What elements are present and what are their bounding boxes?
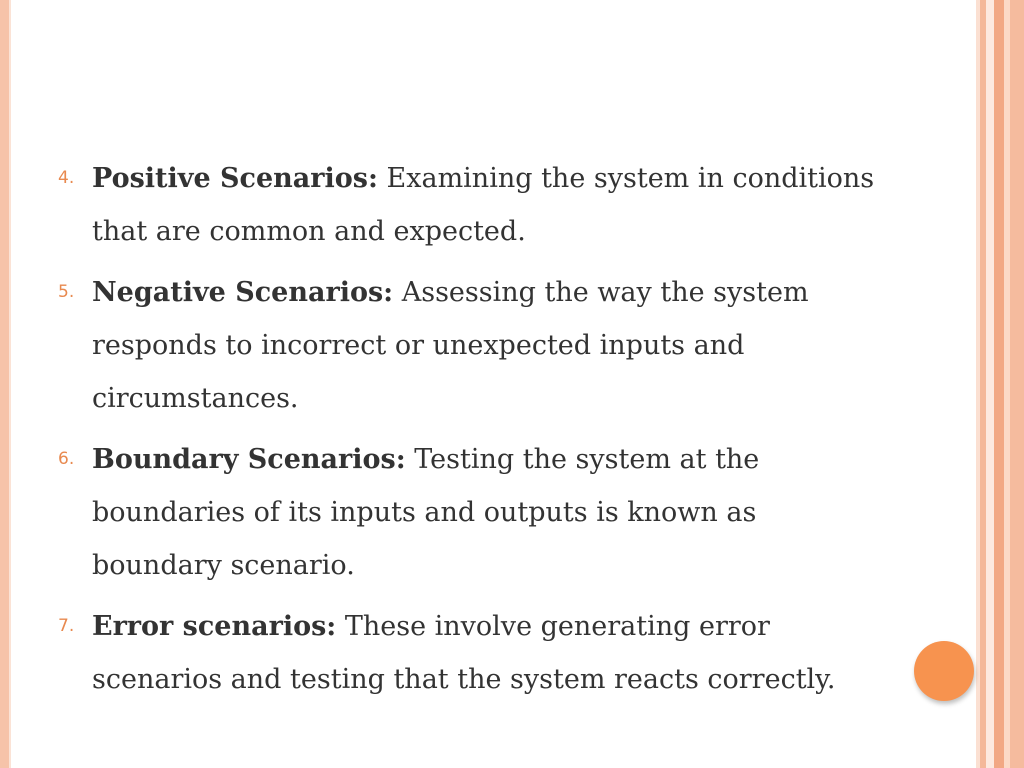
- left-decorative-stripe: [0, 0, 9, 768]
- list-item-negative: [58, 266, 888, 425]
- list-number: 5.: [58, 282, 75, 302]
- list-item-text: [92, 266, 888, 425]
- list-item-text: [92, 600, 888, 706]
- list-item-text: [92, 152, 888, 258]
- term-description: Testing the system at the boundaries of its inputs and outputs is known as boundary scenario.: [92, 444, 760, 581]
- list-number: 4.: [58, 168, 75, 188]
- term-heading: Positive Scenarios:: [92, 163, 378, 194]
- list-item-positive: [58, 152, 888, 258]
- band: [1010, 0, 1024, 768]
- list-number: 7.: [58, 616, 75, 636]
- term-heading: Boundary Scenarios:: [92, 444, 406, 475]
- slide-content: [58, 152, 888, 714]
- list-number: 6.: [58, 449, 75, 469]
- term-heading: Error scenarios:: [92, 611, 337, 642]
- band: [994, 0, 1004, 768]
- right-decorative-bands: [976, 0, 1024, 768]
- term-description: These involve generating error scenarios and testing that the system reacts correctly.: [92, 611, 836, 695]
- term-heading: Negative Scenarios:: [92, 277, 394, 308]
- term-description: Assessing the way the system responds to incorrect or unexpected inputs and circumstances.: [92, 277, 809, 414]
- list-item-boundary: [58, 433, 888, 592]
- list-item-error: [58, 600, 888, 706]
- term-description: Examining the system in conditions that are common and expected.: [92, 163, 875, 247]
- list-item-text: [92, 433, 888, 592]
- band: [986, 0, 994, 768]
- orange-circle-decoration: [914, 641, 974, 701]
